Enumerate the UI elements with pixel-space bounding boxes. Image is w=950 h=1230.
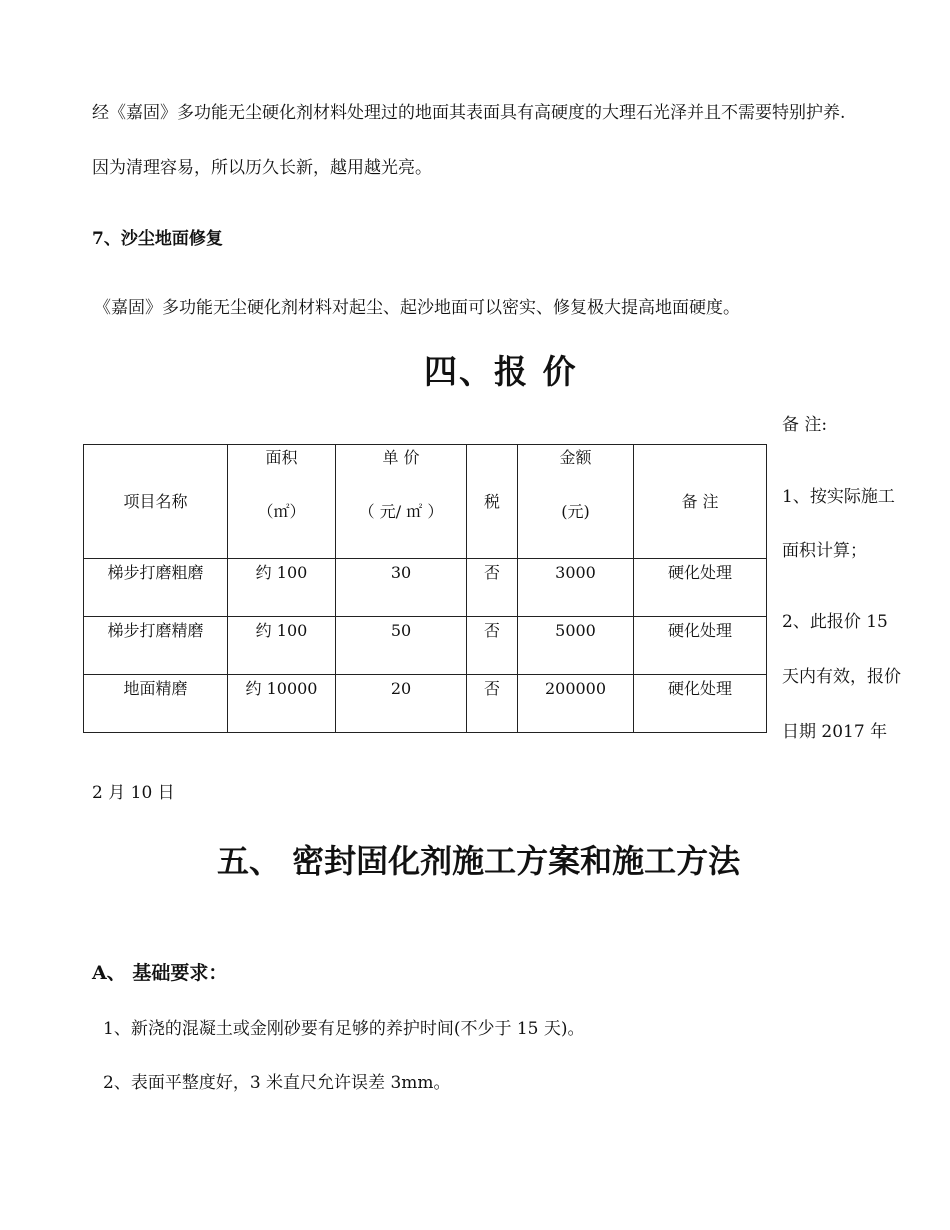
notes-line: 日期 2017 年 — [782, 722, 888, 742]
notes-title: 备 注: — [782, 415, 828, 435]
cell-tax: 否 — [467, 617, 518, 675]
list-item: 1、新浇的混凝土或金刚砂要有足够的养护时间(不少于 15 天)。 — [103, 1019, 585, 1039]
header-remark: 备 注 — [634, 445, 767, 559]
cell-amount: 200000 — [518, 675, 634, 733]
header-tax: 税 — [467, 445, 518, 559]
cell-area: 约 100 — [228, 559, 336, 617]
header-unit-price-label: 单 价 — [382, 448, 420, 467]
cell-remark: 硬化处理 — [634, 675, 767, 733]
table-row — [84, 559, 767, 617]
notes-line: 面积计算； — [782, 541, 867, 561]
cell-project-name: 地面精磨 — [84, 675, 228, 733]
header-unit-price — [336, 445, 467, 559]
cell-unit-price: 30 — [336, 559, 467, 617]
cell-unit-price: 50 — [336, 617, 467, 675]
notes-line: 2、此报价 15 — [782, 612, 888, 632]
cell-unit-price: 20 — [336, 675, 467, 733]
header-area-unit: （㎡） — [257, 502, 306, 521]
body-paragraph: 《嘉固》多功能无尘硬化剂材料对起尘、起沙地面可以密实、修复极大提高地面硬度。 — [94, 298, 740, 318]
header-area — [228, 445, 336, 559]
cell-remark: 硬化处理 — [634, 559, 767, 617]
cell-area: 约 10000 — [228, 675, 336, 733]
section-title: 四、报 价 — [424, 352, 578, 391]
cell-project-name: 梯步打磨精磨 — [84, 617, 228, 675]
notes-line: 天内有效，报价 — [782, 667, 901, 687]
cell-amount: 3000 — [518, 559, 634, 617]
list-item: 2、表面平整度好，3 米直尺允许误差 3mm。 — [103, 1073, 451, 1093]
table-row — [84, 675, 767, 733]
section-title: 五、 密封固化剂施工方案和施工方法 — [217, 842, 741, 880]
cell-project-name: 梯步打磨粗磨 — [84, 559, 228, 617]
header-unit-price-unit: （ 元/ ㎡ ） — [358, 502, 444, 521]
section-heading: 7、沙尘地面修复 — [92, 229, 223, 249]
price-table — [83, 444, 767, 733]
header-project-name: 项目名称 — [84, 445, 228, 559]
notes-date-continuation: 2 月 10 日 — [92, 783, 175, 803]
table-header-row — [84, 445, 767, 559]
notes-line: 1、按实际施工 — [782, 487, 895, 507]
body-paragraph: 因为清理容易，所以历久长新，越用越光亮。 — [92, 158, 432, 178]
subsection-heading: A、 基础要求： — [92, 962, 228, 984]
cell-amount: 5000 — [518, 617, 634, 675]
header-area-label: 面积 — [265, 448, 298, 467]
header-amount — [518, 445, 634, 559]
cell-remark: 硬化处理 — [634, 617, 767, 675]
table-row — [84, 617, 767, 675]
body-paragraph: 经《嘉固》多功能无尘硬化剂材料处理过的地面其表面具有高硬度的大理石光泽并且不需要特别护养. — [92, 103, 846, 123]
cell-area: 约 100 — [228, 617, 336, 675]
cell-tax: 否 — [467, 559, 518, 617]
header-amount-label: 金额 — [559, 448, 592, 467]
cell-tax: 否 — [467, 675, 518, 733]
header-amount-unit: (元) — [561, 502, 590, 521]
